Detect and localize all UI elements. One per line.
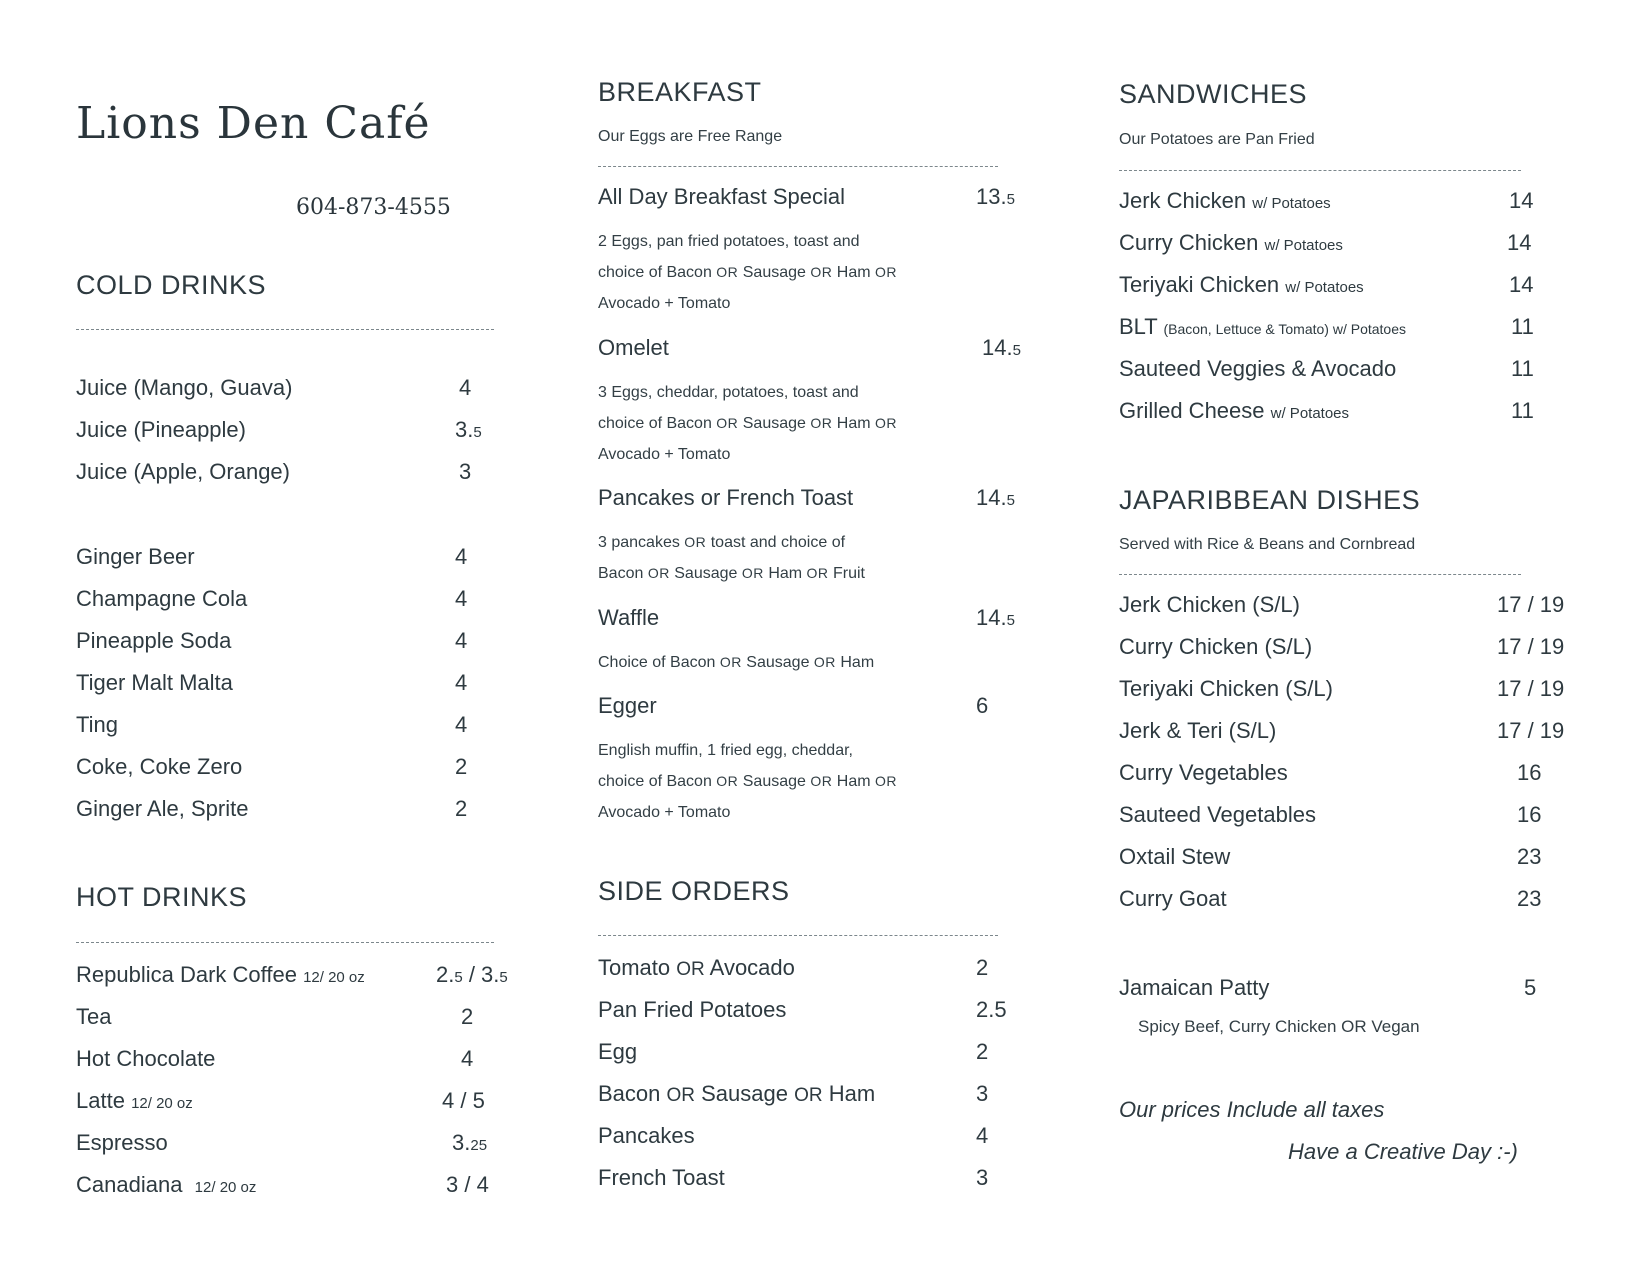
menu-item — [76, 459, 516, 501]
section-heading-breakfast: BREAKFAST — [598, 77, 762, 107]
menu-item — [1119, 676, 1589, 718]
item-price: 11 — [1511, 356, 1534, 381]
item-price: 14 — [1509, 272, 1534, 297]
patty-item — [1119, 975, 1589, 1037]
menu-item — [598, 1081, 1038, 1123]
item-name: Juice (Pineapple) — [76, 417, 246, 442]
item-price: 3 — [976, 1081, 989, 1106]
item-price: 11 — [1511, 398, 1534, 423]
item-price: 4 / 5 — [442, 1088, 485, 1113]
item-name: Pancakes or French Toast — [598, 485, 854, 510]
item-name: Ginger Ale, Sprite — [76, 796, 249, 821]
menu-item — [1119, 886, 1589, 928]
item-price: 3 — [976, 1165, 989, 1190]
menu-item — [76, 586, 516, 628]
item-price: 16 — [1517, 760, 1542, 785]
item-name: Ginger Beer — [76, 544, 195, 569]
item-name: Tea — [76, 1004, 112, 1029]
item-name: Oxtail Stew — [1119, 844, 1231, 869]
item-price: 17 / 19 — [1497, 676, 1565, 701]
menu-item — [76, 628, 516, 670]
divider — [76, 942, 494, 943]
item-price: 14.5 — [982, 335, 1021, 360]
section-subheading: Served with Rice & Beans and Cornbread — [1119, 536, 1416, 553]
item-name: Espresso — [76, 1130, 168, 1155]
menu-item — [1119, 844, 1589, 886]
item-name: Latte 12/ 20 oz — [76, 1088, 193, 1113]
item-name: Bacon OR Sausage OR Ham — [598, 1081, 876, 1106]
item-price: 6 — [976, 693, 989, 718]
cold-drinks-group-1 — [76, 375, 516, 501]
menu-item — [1119, 356, 1579, 398]
item-description: 2 Eggs, pan fried potatoes, toast and choice of Bacon OR Sausage OR Ham OR Avocado + Tomato — [598, 233, 898, 312]
item-price: 3.25 — [452, 1130, 488, 1155]
item-name: Pineapple Soda — [76, 628, 232, 653]
item-name: All Day Breakfast Special — [598, 184, 845, 209]
menu-item — [76, 375, 516, 417]
menu-item — [1119, 314, 1579, 356]
menu-item — [1119, 760, 1589, 802]
breakfast-item — [598, 693, 1038, 828]
menu-item — [76, 670, 516, 712]
item-name: Curry Chicken (S/L) — [1119, 634, 1313, 659]
item-price: 2 — [976, 1039, 989, 1064]
item-name: Waffle — [598, 605, 660, 630]
item-price: 2 — [976, 955, 989, 980]
item-name: Hot Chocolate — [76, 1046, 216, 1071]
item-price: 4 — [455, 628, 468, 653]
item-name: Jamaican Patty — [1119, 975, 1270, 1000]
item-price: 4 — [459, 375, 472, 400]
section-heading-side-orders: SIDE ORDERS — [598, 876, 790, 906]
item-name: BLT (Bacon, Lettuce & Tomato) w/ Potatoes — [1119, 314, 1406, 339]
japaribbean-list — [1119, 592, 1589, 928]
item-name: Tomato OR Avocado — [598, 955, 795, 980]
item-name: Egg — [598, 1039, 638, 1064]
menu-item — [598, 1165, 1038, 1207]
item-price: 23 — [1517, 886, 1542, 911]
item-price: 2.5 — [976, 997, 1007, 1022]
item-name: Juice (Mango, Guava) — [76, 375, 293, 400]
breakfast-item — [598, 335, 1038, 470]
item-price: 3 / 4 — [446, 1172, 489, 1197]
item-name: Curry Vegetables — [1119, 760, 1288, 785]
footer-taxes-note: Our prices Include all taxes — [1119, 1097, 1385, 1122]
section-subheading: Our Potatoes are Pan Fried — [1119, 131, 1315, 148]
side-orders-list — [598, 955, 1038, 1207]
menu-item — [76, 1046, 536, 1088]
item-price: 2.5 / 3.5 — [436, 962, 508, 987]
item-price: 4 — [455, 586, 468, 611]
phone-number: 604-873-4555 — [296, 195, 451, 220]
item-price: 17 / 19 — [1497, 634, 1565, 659]
menu-item — [1119, 230, 1579, 272]
menu-item — [76, 754, 516, 796]
item-price: 4 — [976, 1123, 989, 1148]
menu-item — [598, 1039, 1038, 1081]
item-price: 2 — [455, 796, 468, 821]
divider — [1119, 170, 1521, 171]
menu-item — [1119, 592, 1589, 634]
breakfast-item — [598, 184, 1038, 319]
item-name: Champagne Cola — [76, 586, 248, 611]
menu-item — [76, 544, 516, 586]
item-price: 14.5 — [976, 485, 1015, 510]
divider — [76, 329, 494, 330]
section-heading-sandwiches: SANDWICHES — [1119, 79, 1308, 109]
item-name: Juice (Apple, Orange) — [76, 459, 290, 484]
item-price: 3 — [459, 459, 472, 484]
menu-item — [76, 796, 516, 838]
item-price: 4 — [455, 544, 468, 569]
item-name: Curry Chicken w/ Potatoes — [1119, 230, 1343, 255]
item-name: Pan Fried Potatoes — [598, 997, 787, 1022]
menu-item — [598, 1123, 1038, 1165]
divider — [598, 935, 998, 936]
hot-drinks-list — [76, 962, 536, 1214]
item-name: Jerk Chicken w/ Potatoes — [1119, 188, 1331, 213]
menu-item — [1119, 398, 1579, 440]
divider — [1119, 574, 1521, 575]
item-name: Coke, Coke Zero — [76, 754, 243, 779]
item-name: Teriyaki Chicken (S/L) — [1119, 676, 1333, 701]
item-name: Pancakes — [598, 1123, 695, 1148]
item-price: 11 — [1511, 314, 1534, 339]
item-name: French Toast — [598, 1165, 725, 1190]
menu-item — [76, 1172, 536, 1214]
item-name: Omelet — [598, 335, 669, 360]
item-price: 14 — [1509, 188, 1534, 213]
menu-item — [1119, 634, 1589, 676]
section-heading-hot-drinks: HOT DRINKS — [76, 882, 248, 912]
item-price: 17 / 19 — [1497, 718, 1565, 743]
item-description: Spicy Beef, Curry Chicken OR Vegan — [1138, 1017, 1420, 1036]
menu-item — [1119, 272, 1579, 314]
item-name: Sauteed Vegetables — [1119, 802, 1316, 827]
cold-drinks-group-2 — [76, 544, 516, 838]
divider — [598, 166, 998, 167]
item-name: Ting — [76, 712, 118, 737]
item-price: 23 — [1517, 844, 1542, 869]
item-name: Grilled Cheese w/ Potatoes — [1119, 398, 1350, 423]
item-name: Jerk & Teri (S/L) — [1119, 718, 1277, 743]
menu-item — [1119, 718, 1589, 760]
item-price: 4 — [461, 1046, 474, 1071]
item-price: 17 / 19 — [1497, 592, 1565, 617]
breakfast-item — [598, 605, 1038, 678]
section-subheading: Our Eggs are Free Range — [598, 128, 783, 145]
item-price: 4 — [455, 670, 468, 695]
item-price: 13.5 — [976, 184, 1015, 209]
item-description: 3 Eggs, cheddar, potatoes, toast and choice of Bacon OR Sausage OR Ham OR Avocado + Tomato — [598, 384, 898, 463]
menu-item — [76, 712, 516, 754]
item-name: Republica Dark Coffee 12/ 20 oz — [76, 962, 365, 987]
item-name: Jerk Chicken (S/L) — [1119, 592, 1300, 617]
section-heading-cold-drinks: COLD DRINKS — [76, 270, 267, 300]
item-name: Curry Goat — [1119, 886, 1227, 911]
item-price: 2 — [455, 754, 468, 779]
section-heading-japaribbean: JAPARIBBEAN DISHES — [1119, 485, 1421, 515]
item-price: 3.5 — [455, 417, 482, 442]
menu-item — [76, 1088, 536, 1130]
item-description: English muffin, 1 fried egg, cheddar, choice of Bacon OR Sausage OR Ham OR Avocado + Tomato — [598, 742, 898, 821]
item-name: Tiger Malt Malta — [76, 670, 233, 695]
item-name: Sauteed Veggies & Avocado — [1119, 356, 1397, 381]
item-price: 4 — [455, 712, 468, 737]
item-description: Choice of Bacon OR Sausage OR Ham — [598, 654, 875, 671]
breakfast-item — [598, 485, 1038, 589]
item-description: 3 pancakes OR toast and choice of Bacon OR Sausage OR Ham OR Fruit — [598, 534, 865, 582]
item-price: 14 — [1507, 230, 1532, 255]
menu-item — [598, 955, 1038, 997]
item-price: 16 — [1517, 802, 1542, 827]
menu-item — [76, 417, 516, 459]
item-price: 14.5 — [976, 605, 1015, 630]
item-name: Canadiana 12/ 20 oz — [76, 1172, 257, 1197]
footer-greeting: Have a Creative Day :-) — [1288, 1139, 1518, 1164]
menu-item — [1119, 188, 1579, 230]
menu-item — [76, 962, 536, 1004]
menu-item — [598, 997, 1038, 1039]
item-name: Egger — [598, 693, 657, 718]
menu-item — [76, 1130, 536, 1172]
item-name: Teriyaki Chicken w/ Potatoes — [1119, 272, 1364, 297]
menu-item — [1119, 802, 1589, 844]
menu-item — [76, 1004, 536, 1046]
item-price: 5 — [1524, 975, 1537, 1000]
sandwiches-list — [1119, 188, 1579, 440]
cafe-title: Lions Den Café — [76, 98, 431, 149]
item-price: 2 — [461, 1004, 474, 1029]
